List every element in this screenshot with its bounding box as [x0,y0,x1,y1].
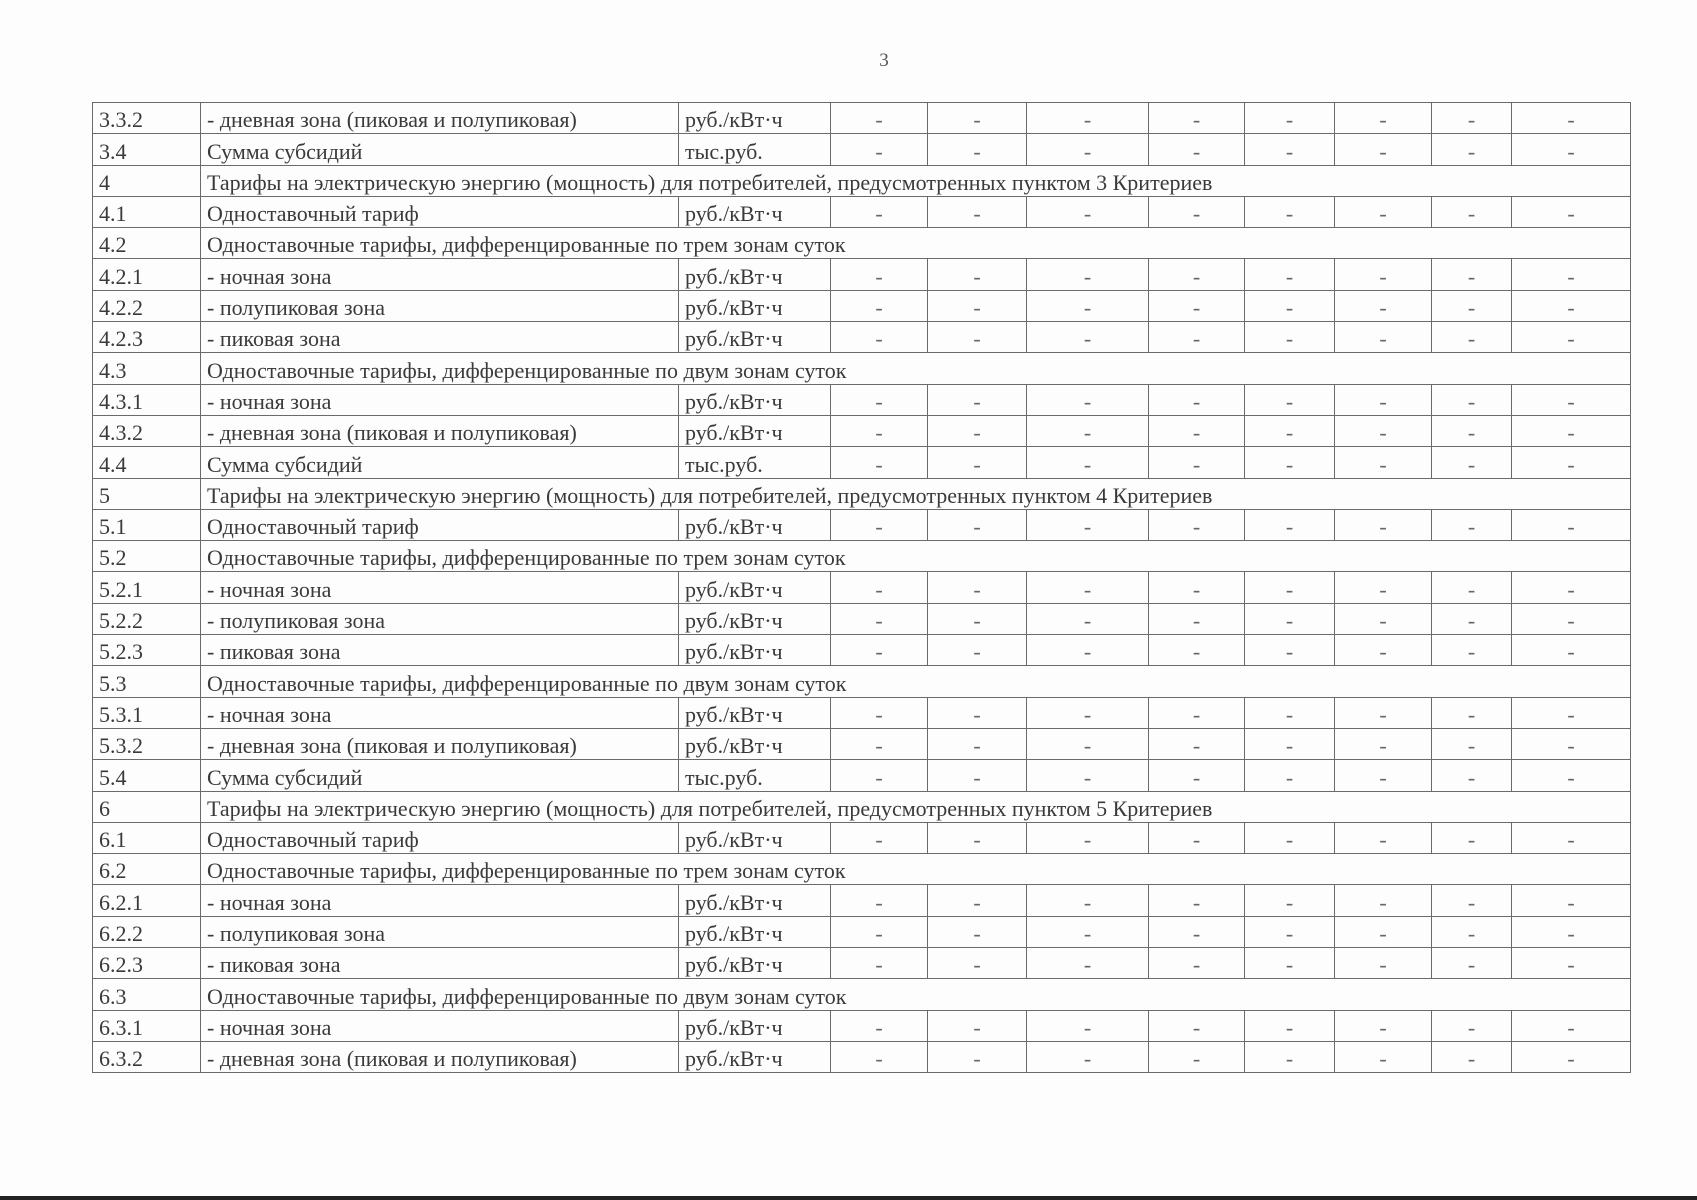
row-name: - ночная зона [201,384,679,415]
row-unit: руб./кВт·ч [679,916,831,947]
value-cell: - [1149,572,1245,603]
value-cell: - [1432,415,1512,446]
value-cell: - [831,384,928,415]
section-title: Одноставочные тарифы, дифференцированные по двум зонам суток [201,353,1631,384]
row-name: Сумма субсидий [201,134,679,165]
value-cell: - [831,290,928,321]
row-unit: руб./кВт·ч [679,885,831,916]
value-cell: - [1245,885,1335,916]
value-cell: - [1027,885,1149,916]
value-cell: - [1335,635,1432,666]
section-title: Одноставочные тарифы, дифференцированные по трем зонам суток [201,228,1631,259]
table-row [93,103,1631,134]
row-name: Одноставочный тариф [201,196,679,227]
row-name: Сумма субсидий [201,760,679,791]
value-cell: - [1149,603,1245,634]
row-number: 4.2.2 [93,290,201,321]
row-unit: тыс.руб. [679,760,831,791]
value-cell: - [1432,885,1512,916]
tariff-table [92,102,1631,1073]
table-row [93,196,1631,227]
value-cell: - [831,603,928,634]
value-cell: - [1149,415,1245,446]
value-cell: - [831,572,928,603]
value-cell: - [1335,697,1432,728]
row-unit: руб./кВт·ч [679,603,831,634]
section-title: Тарифы на электрическую энергию (мощность) для потребителей, предусмотренных пунктом 3 Критериев [201,165,1631,196]
value-cell: - [1027,728,1149,759]
value-cell: - [1512,196,1631,227]
value-cell: - [1149,948,1245,979]
row-number: 6.2 [93,854,201,885]
value-cell: - [1027,822,1149,853]
row-unit: руб./кВт·ч [679,290,831,321]
value-cell: - [928,322,1027,353]
value-cell: - [1027,384,1149,415]
value-cell: - [1027,290,1149,321]
value-cell: - [1027,948,1149,979]
section-title: Одноставочные тарифы, дифференцированные по трем зонам суток [201,541,1631,572]
table-row [93,635,1631,666]
value-cell: - [1432,948,1512,979]
row-unit: руб./кВт·ч [679,384,831,415]
value-cell: - [1512,916,1631,947]
value-cell: - [1335,885,1432,916]
row-name: - ночная зона [201,259,679,290]
section-title: Тарифы на электрическую энергию (мощность) для потребителей, предусмотренных пунктом 4 Критериев [201,478,1631,509]
value-cell: - [1027,259,1149,290]
value-cell: - [1432,447,1512,478]
row-number: 5 [93,478,201,509]
table-row [93,572,1631,603]
table-row [93,1041,1631,1072]
row-name: Сумма субсидий [201,447,679,478]
value-cell: - [831,728,928,759]
value-cell: - [1432,635,1512,666]
page-number: 3 [879,50,889,71]
table-row [93,916,1631,947]
value-cell: - [1149,447,1245,478]
value-cell: - [1335,509,1432,540]
row-number: 6.2.3 [93,948,201,979]
value-cell: - [928,885,1027,916]
row-name: - полупиковая зона [201,290,679,321]
row-unit: руб./кВт·ч [679,1041,831,1072]
value-cell: - [1027,603,1149,634]
value-cell: - [1245,1041,1335,1072]
value-cell: - [1245,509,1335,540]
value-cell: - [1335,948,1432,979]
row-name: Одноставочный тариф [201,822,679,853]
row-number: 4 [93,165,201,196]
value-cell: - [831,885,928,916]
value-cell: - [1512,635,1631,666]
table-row [93,259,1631,290]
value-cell: - [1149,885,1245,916]
value-cell: - [1432,259,1512,290]
value-cell: - [831,822,928,853]
value-cell: - [1432,1041,1512,1072]
row-number: 5.3 [93,666,201,697]
value-cell: - [1027,322,1149,353]
value-cell: - [1335,822,1432,853]
row-number: 5.1 [93,509,201,540]
value-cell: - [1149,728,1245,759]
value-cell: - [1027,134,1149,165]
value-cell: - [1245,290,1335,321]
value-cell: - [1245,196,1335,227]
table-row [93,322,1631,353]
row-unit: тыс.руб. [679,134,831,165]
value-cell: - [1335,259,1432,290]
value-cell: - [831,760,928,791]
row-name: Одноставочный тариф [201,509,679,540]
value-cell: - [1335,603,1432,634]
row-number: 6.3 [93,979,201,1010]
row-number: 4.3 [93,353,201,384]
value-cell: - [1512,822,1631,853]
value-cell: - [1432,290,1512,321]
value-cell: - [1432,509,1512,540]
value-cell: - [1432,603,1512,634]
section-title: Одноставочные тарифы, дифференцированные по трем зонам суток [201,854,1631,885]
row-name: - дневная зона (пиковая и полупиковая) [201,1041,679,1072]
value-cell: - [1245,415,1335,446]
row-unit: руб./кВт·ч [679,415,831,446]
value-cell: - [1149,259,1245,290]
row-number: 6.2.2 [93,916,201,947]
value-cell: - [1335,760,1432,791]
value-cell: - [1512,290,1631,321]
value-cell: - [1149,760,1245,791]
row-name: - пиковая зона [201,635,679,666]
row-number: 5.2 [93,541,201,572]
row-name: - ночная зона [201,697,679,728]
value-cell: - [1512,509,1631,540]
row-name: - полупиковая зона [201,603,679,634]
value-cell: - [928,415,1027,446]
value-cell: - [831,259,928,290]
value-cell: - [1149,1041,1245,1072]
value-cell: - [1245,916,1335,947]
value-cell: - [1245,822,1335,853]
table-row [93,885,1631,916]
row-name: - ночная зона [201,1010,679,1041]
value-cell: - [1432,196,1512,227]
value-cell: - [928,1041,1027,1072]
row-unit: руб./кВт·ч [679,728,831,759]
table-row [93,760,1631,791]
row-name: - пиковая зона [201,322,679,353]
table-row [93,509,1631,540]
row-unit: тыс.руб. [679,447,831,478]
value-cell: - [1245,103,1335,134]
row-number: 6.3.2 [93,1041,201,1072]
value-cell: - [1027,103,1149,134]
row-unit: руб./кВт·ч [679,103,831,134]
section-row [93,979,1631,1010]
table-row [93,384,1631,415]
row-number: 4.2.3 [93,322,201,353]
value-cell: - [1335,196,1432,227]
value-cell: - [1512,948,1631,979]
value-cell: - [1432,760,1512,791]
row-number: 6.2.1 [93,885,201,916]
section-row [93,791,1631,822]
value-cell: - [1245,635,1335,666]
value-cell: - [928,196,1027,227]
value-cell: - [831,1041,928,1072]
value-cell: - [1432,916,1512,947]
value-cell: - [1512,572,1631,603]
value-cell: - [1512,384,1631,415]
section-row [93,353,1631,384]
row-name: - ночная зона [201,572,679,603]
value-cell: - [1027,916,1149,947]
value-cell: - [831,509,928,540]
value-cell: - [928,259,1027,290]
row-unit: руб./кВт·ч [679,1010,831,1041]
value-cell: - [831,322,928,353]
value-cell: - [1512,1010,1631,1041]
value-cell: - [1027,572,1149,603]
row-unit: руб./кВт·ч [679,196,831,227]
value-cell: - [928,572,1027,603]
value-cell: - [1512,697,1631,728]
row-unit: руб./кВт·ч [679,635,831,666]
section-row [93,541,1631,572]
row-number: 4.3.2 [93,415,201,446]
section-row [93,478,1631,509]
value-cell: - [1512,447,1631,478]
table-row [93,948,1631,979]
table-row [93,290,1631,321]
value-cell: - [831,697,928,728]
value-cell: - [928,635,1027,666]
value-cell: - [928,603,1027,634]
row-number: 4.2.1 [93,259,201,290]
row-number: 6.3.1 [93,1010,201,1041]
row-number: 5.4 [93,760,201,791]
value-cell: - [1335,447,1432,478]
row-number: 5.3.1 [93,697,201,728]
value-cell: - [1245,384,1335,415]
scan-edge [0,1196,1697,1200]
value-cell: - [1027,1041,1149,1072]
value-cell: - [1335,916,1432,947]
value-cell: - [1149,822,1245,853]
value-cell: - [1512,760,1631,791]
table-row [93,822,1631,853]
row-number: 3.3.2 [93,103,201,134]
row-number: 5.3.2 [93,728,201,759]
row-name: - пиковая зона [201,948,679,979]
value-cell: - [1512,103,1631,134]
value-cell: - [831,635,928,666]
value-cell: - [1512,1041,1631,1072]
value-cell: - [1149,103,1245,134]
value-cell: - [928,103,1027,134]
row-number: 6.1 [93,822,201,853]
row-number: 5.2.2 [93,603,201,634]
value-cell: - [928,384,1027,415]
value-cell: - [1027,760,1149,791]
section-title: Тарифы на электрическую энергию (мощность) для потребителей, предусмотренных пунктом 5 Критериев [201,791,1631,822]
value-cell: - [1432,1010,1512,1041]
value-cell: - [1149,322,1245,353]
value-cell: - [1149,635,1245,666]
table-row [93,1010,1631,1041]
value-cell: - [1027,447,1149,478]
value-cell: - [1149,134,1245,165]
value-cell: - [1512,728,1631,759]
value-cell: - [831,948,928,979]
row-name: - ночная зона [201,885,679,916]
value-cell: - [1027,635,1149,666]
value-cell: - [1432,572,1512,603]
value-cell: - [1245,697,1335,728]
value-cell: - [1512,134,1631,165]
value-cell: - [1432,728,1512,759]
row-number: 4.1 [93,196,201,227]
section-row [93,854,1631,885]
row-number: 4.3.1 [93,384,201,415]
section-title: Одноставочные тарифы, дифференцированные по двум зонам суток [201,979,1631,1010]
row-number: 4.4 [93,447,201,478]
value-cell: - [1335,290,1432,321]
value-cell: - [1027,697,1149,728]
row-number: 5.2.1 [93,572,201,603]
value-cell: - [928,760,1027,791]
value-cell: - [928,697,1027,728]
value-cell: - [928,509,1027,540]
row-number: 5.2.3 [93,635,201,666]
row-name: - полупиковая зона [201,916,679,947]
value-cell: - [928,822,1027,853]
value-cell: - [831,196,928,227]
value-cell: - [1512,603,1631,634]
value-cell: - [1027,509,1149,540]
value-cell: - [1245,948,1335,979]
value-cell: - [1149,1010,1245,1041]
table-row [93,697,1631,728]
value-cell: - [1432,384,1512,415]
value-cell: - [1245,728,1335,759]
value-cell: - [1245,760,1335,791]
value-cell: - [831,415,928,446]
value-cell: - [1432,134,1512,165]
row-unit: руб./кВт·ч [679,322,831,353]
value-cell: - [1335,103,1432,134]
value-cell: - [1512,885,1631,916]
value-cell: - [1432,103,1512,134]
row-name: - дневная зона (пиковая и полупиковая) [201,415,679,446]
value-cell: - [1149,290,1245,321]
value-cell: - [1335,728,1432,759]
row-number: 3.4 [93,134,201,165]
value-cell: - [1335,572,1432,603]
table-row [93,134,1631,165]
value-cell: - [928,1010,1027,1041]
value-cell: - [928,134,1027,165]
value-cell: - [1149,384,1245,415]
section-row [93,666,1631,697]
value-cell: - [1432,322,1512,353]
value-cell: - [831,134,928,165]
row-unit: руб./кВт·ч [679,509,831,540]
value-cell: - [1512,415,1631,446]
value-cell: - [928,916,1027,947]
value-cell: - [1027,196,1149,227]
value-cell: - [1335,134,1432,165]
value-cell: - [831,447,928,478]
value-cell: - [1149,697,1245,728]
value-cell: - [1149,509,1245,540]
value-cell: - [1335,384,1432,415]
value-cell: - [1335,415,1432,446]
value-cell: - [1245,572,1335,603]
value-cell: - [1149,196,1245,227]
value-cell: - [928,447,1027,478]
value-cell: - [1027,415,1149,446]
value-cell: - [1245,447,1335,478]
section-row [93,165,1631,196]
value-cell: - [831,916,928,947]
value-cell: - [1335,1041,1432,1072]
value-cell: - [1335,322,1432,353]
value-cell: - [1027,1010,1149,1041]
table-row [93,415,1631,446]
value-cell: - [1432,822,1512,853]
row-number: 6 [93,791,201,822]
value-cell: - [1245,134,1335,165]
value-cell: - [1512,259,1631,290]
value-cell: - [831,1010,928,1041]
value-cell: - [1245,259,1335,290]
value-cell: - [1335,1010,1432,1041]
value-cell: - [1512,322,1631,353]
section-row [93,228,1631,259]
value-cell: - [1149,916,1245,947]
row-unit: руб./кВт·ч [679,697,831,728]
table-row [93,603,1631,634]
table-row [93,447,1631,478]
value-cell: - [928,948,1027,979]
section-title: Одноставочные тарифы, дифференцированные по двум зонам суток [201,666,1631,697]
table-row [93,728,1631,759]
value-cell: - [1245,603,1335,634]
value-cell: - [1245,322,1335,353]
row-unit: руб./кВт·ч [679,572,831,603]
row-unit: руб./кВт·ч [679,259,831,290]
value-cell: - [928,290,1027,321]
value-cell: - [1245,1010,1335,1041]
value-cell: - [1432,697,1512,728]
row-unit: руб./кВт·ч [679,822,831,853]
value-cell: - [831,103,928,134]
row-unit: руб./кВт·ч [679,948,831,979]
value-cell: - [928,728,1027,759]
row-name: - дневная зона (пиковая и полупиковая) [201,103,679,134]
row-number: 4.2 [93,228,201,259]
row-name: - дневная зона (пиковая и полупиковая) [201,728,679,759]
